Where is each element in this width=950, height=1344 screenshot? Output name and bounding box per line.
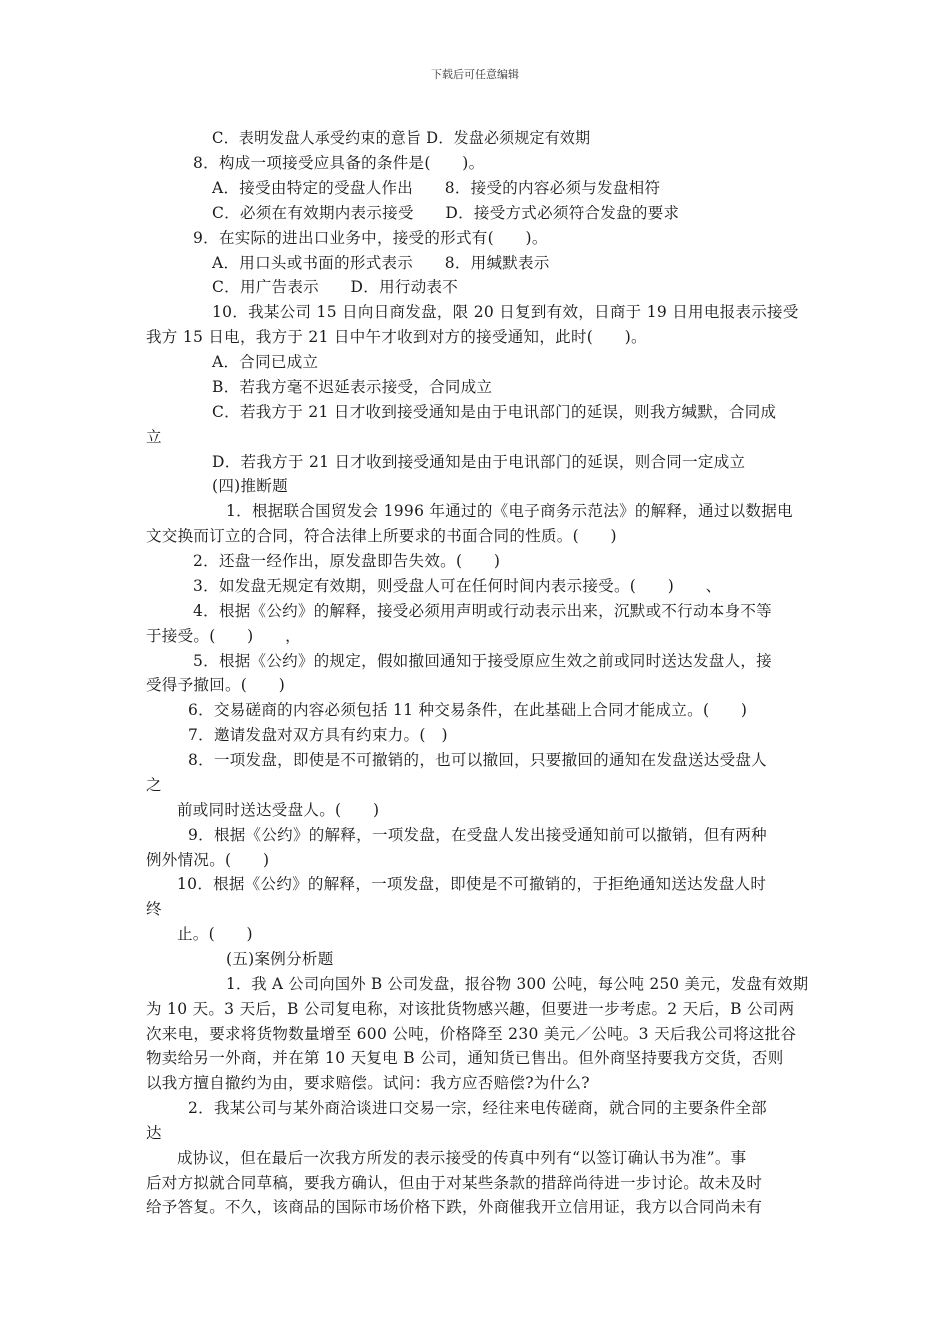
text-line: 我方 15 日电，我方于 21 日中午才收到对方的接受通知，此时( )。	[146, 328, 647, 346]
text-line: 物卖给另一外商，并在第 10 天复电 B 公司，通知货已售出。但外商坚持要我方交货，否则	[146, 1049, 784, 1067]
option-line: C．用广告表示 D．用行动表不	[212, 278, 459, 296]
judgment-item: 8．一项发盘，即使是不可撤销的，也可以撤回，只要撤回的通知在发盘送达受盘人	[188, 751, 767, 769]
option-line: C．必须在有效期内表示接受 D．接受方式必须符合发盘的要求	[212, 204, 680, 222]
judgment-item: 3．如发盘无规定有效期，则受盘人可在任何时间内表示接受。( ) 、	[193, 577, 722, 595]
option-line: B．若我方毫不迟延表示接受，合同成立	[212, 378, 493, 396]
question-10: 10．我某公司 15 日向日商发盘，限 20 日复到有效，日商于 19 日用电报表示接受	[212, 303, 799, 321]
text-line: 文交换而订立的合同，符合法律上所要求的书面合同的性质。( )	[146, 527, 617, 545]
judgment-item: 6．交易磋商的内容必须包括 11 种交易条件，在此基础上合同才能成立。( )	[188, 701, 748, 719]
option-line: C．若我方于 21 日才收到接受通知是由于电讯部门的延误，则我方缄默，合同成	[212, 403, 777, 421]
text-line: 之	[146, 776, 162, 794]
case-item: 2．我某公司与某外商洽谈进口交易一宗，经往来电传磋商，就合同的主要条件全部	[188, 1099, 767, 1117]
text-line: 为 10 天。3 天后，B 公司复电称，对该批货物感兴趣，但要进一步考虑。2 天后，B 公司两	[146, 1000, 795, 1018]
option-line: A．合同已成立	[212, 353, 319, 371]
question-9: 9．在实际的进出口业务中，接受的形式有( )。	[193, 229, 548, 247]
option-line: A．用口头或书面的形式表示 8．用缄默表示	[212, 254, 550, 272]
text-line: 成协议，但在最后一次我方所发的表示接受的传真中列有“以签订确认书为准”。事	[177, 1149, 747, 1167]
section-heading: (四)推断题	[212, 477, 288, 495]
text-line: 例外情况。( )	[146, 851, 270, 869]
case-item: 1．我 A 公司向国外 B 公司发盘，报谷物 300 公吨，每公吨 250 美元，发盘有效期	[226, 975, 809, 993]
text-line: 受得予撤回。( )	[146, 676, 286, 694]
judgment-item: 1．根据联合国贸发会 1996 年通过的《电子商务示范法》的解释，通过以数据电	[226, 502, 793, 520]
text-line: 于接受。( ) ，	[146, 627, 301, 645]
text-line: 后对方拟就合同草稿，要我方确认，但由于对某些条款的措辞尚待进一步讨论。故未及时	[146, 1174, 763, 1192]
option-line: A．接受由特定的受盘人作出 8．接受的内容必须与发盘相符	[212, 179, 661, 197]
text-line: 前或同时送达受盘人。( )	[177, 801, 380, 819]
text-line: 以我方擅自撤约为由，要求赔偿。试问：我方应否赔偿?为什么?	[146, 1074, 590, 1092]
question-8: 8．构成一项接受应具备的条件是( )。	[193, 154, 485, 172]
section-heading: (五)案例分析题	[226, 950, 334, 968]
judgment-item: 5．根据《公约》的规定，假如撤回通知于接受原应生效之前或同时送达发盘人，接	[193, 652, 772, 670]
text-line: 止。( )	[177, 925, 253, 943]
text-line: 终	[146, 900, 162, 918]
text-line: 立	[146, 428, 162, 446]
text-line: C．表明发盘人承受约束的意旨 D．发盘必须规定有效期	[212, 129, 591, 147]
judgment-item: 7．邀请发盘对双方具有约束力。( )	[188, 726, 448, 744]
page-header: 下载后可任意编辑	[431, 68, 519, 81]
text-line: 达	[146, 1124, 162, 1142]
text-line: 给予答复。不久，该商品的国际市场价格下跌，外商催我开立信用证，我方以合同尚未有	[146, 1198, 763, 1216]
judgment-item: 4．根据《公约》的解释，接受必须用声明或行动表示出来，沉默或不行动本身不等	[193, 602, 772, 620]
text-line: 次来电，要求将货物数量增至 600 公吨，价格降至 230 美元／公吨。3 天后我公司将这批谷	[146, 1025, 797, 1043]
judgment-item: 10．根据《公约》的解释，一项发盘，即使是不可撤销的，于拒绝通知送达发盘人时	[177, 875, 767, 893]
judgment-item: 2．还盘一经作出，原发盘即告失效。( )	[193, 552, 501, 570]
judgment-item: 9．根据《公约》的解释，一项发盘，在受盘人发出接受通知前可以撤销，但有两种	[188, 826, 767, 844]
option-line: D．若我方于 21 日才收到接受通知是由于电讯部门的延误，则合同一定成立	[212, 453, 746, 471]
